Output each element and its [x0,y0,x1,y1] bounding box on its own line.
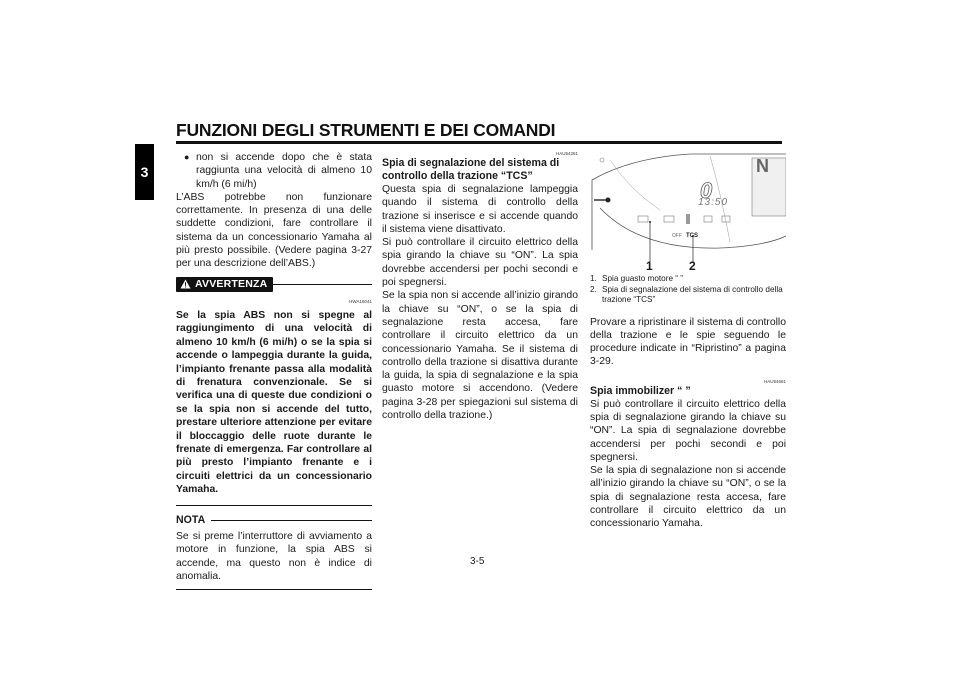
immobilizer-section-code: HAU54681 [763,378,786,384]
figure-callout-2: 2 [689,259,696,273]
nota-label: NOTA [176,513,206,526]
caption-1-number: 1. [590,274,597,283]
tcs-paragraph-3: Se la spia non si accende all’inizio girando la chiave su “ON”, o se la spia di segnalazione resta accesa, fare controllare il circuito elettrico da un concessionario Yamaha. Se il sistema di controllo della trazione si disattiva durante la guida, la spia di segnalazione e la spia guasto motore si accendono. (Vedere pagina 3-28 per spiegazioni sul sistema di controllo della trazione.) [382,290,578,422]
immobilizer-paragraph-1: Si può controllare il circuito elettrico della spia di segnalazione girando la chiave su “ON”. La spia di segnalazione dovrebbe accendersi per pochi secondi e poi spegnersi. [590,398,786,463]
immobilizer-heading: Spia immobilizer “ ” [590,384,691,397]
column-right [590,150,786,531]
column-middle [382,151,578,422]
figure-gear-indicator: N [756,156,769,176]
caption-2-number: 2. [590,284,597,294]
svg-text:0: 0 [700,178,713,203]
warning-badge [176,277,273,292]
tcs-section-code: HAU54261 [555,151,578,156]
column-left [176,151,372,590]
caption-1-text: Spia guasto motore “ ” [602,274,684,283]
page-number: 3-5 [470,556,485,567]
bullet-text: non si accende dopo che è stata raggiunta una velocità di almeno 10 km/h (6 mi/h) [196,152,372,190]
caption-2-text: Spia di segnalazione del sistema di controllo della trazione “TCS” [602,284,783,304]
bullet-dot-icon: ● [184,152,190,162]
figure-callout-1: 1 [646,259,653,273]
warning-title [176,277,372,292]
warning-code: HWA16041 [349,298,372,304]
nota-text: Se si preme l’interruttore di avviamento a motore in funzione, la spia ABS si accende, ma questo non è indice di anomalia. [176,530,372,582]
instrument-cluster-figure [590,150,786,273]
figure-captions [590,274,786,306]
nota-end-rule [176,589,372,590]
abs-paragraph: L’ABS potrebbe non funzionare correttamente. In presenza di una delle suddette condizioni, fare controllare il sistema da un concessionario Yamaha al più presto possibile. (Vedere pagina 3-27 per una descrizione dell’ABS.) [176,191,372,270]
nota-title [176,514,372,527]
chapter-side-tab: 3 [135,144,154,200]
tcs-paragraph-2: Si può controllare il circuito elettrico della spia girando la chiave su “ON”. La spia dovrebbe accendersi per pochi secondi e poi spegnersi. [382,237,578,289]
tcs-paragraph-1: Questa spia di segnalazione lampeggia quando il sistema di controllo della trazione si inserisce e si accende quando il sistema viene disattivato. [382,184,578,235]
caption-1 [590,274,786,285]
warning-end-rule [176,505,372,506]
warning-label: AVVERTENZA [195,277,268,290]
tcs-heading: Spia di segnalazione del sistema di controllo della trazione “TCS” [382,157,560,182]
warning-text: Se la spia ABS non si spegne al raggiungimento di una velocità di almeno 10 km/h (6 mi/h) o se la spia si accende o lampeggia durante la guida, l’impianto frenante passa alla modalità di frenatura convenzionale. Se si verifica una di queste due condizioni o se la spia non si accende del tutto, prestare ulteriore attenzione per evitare il bloccaggio delle ruote durante le frenate di emergenza. Far controllare al più presto l’impianto frenante e i circuiti elettrici da un concessionario Yamaha. [176,309,372,496]
figure-display-time: 13:50 [698,197,729,208]
figure-tcs-label: TCS [686,233,698,239]
header-rule [176,141,782,144]
figure-off-label: OFF [672,233,682,239]
immobilizer-paragraph-2: Se la spia di segnalazione non si accende all’inizio girando la chiave su “ON”, o se la spia di segnalazione resta accesa, fare controllare il circuito elettrico da un concessionario Yamaha. [590,465,786,530]
reset-paragraph: Provare a ripristinare il sistema di controllo della trazione e le spie seguendo le procedure indicate in “Ripristino” a pagina 3-29. [590,316,786,368]
caption-2 [590,285,786,306]
nota-rule [211,520,372,521]
warning-triangle-icon [180,279,191,289]
page-header-title: FUNZIONI DEGLI STRUMENTI E DEI COMANDI [176,120,556,140]
warning-rule [273,284,372,285]
bullet-item [176,151,372,191]
